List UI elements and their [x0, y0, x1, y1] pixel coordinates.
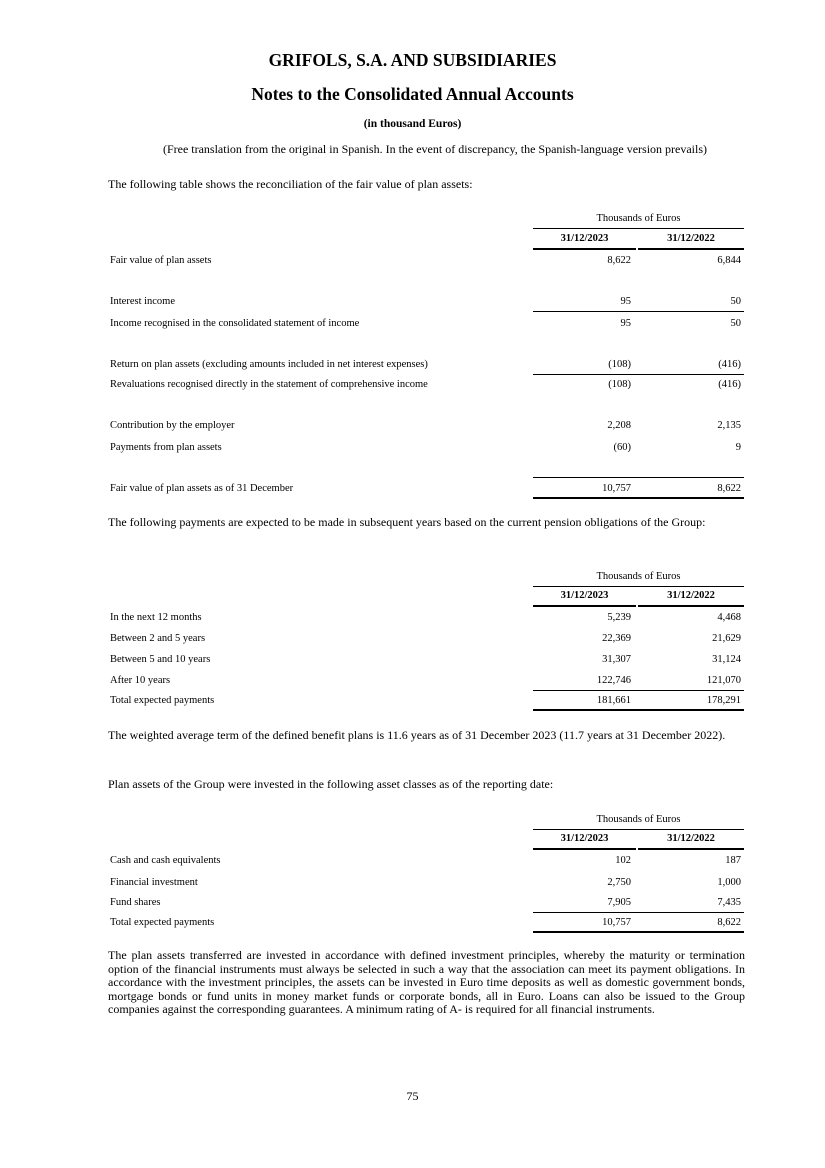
table-cell: 95	[620, 296, 631, 307]
total-rule-bottom	[533, 709, 744, 711]
table2-col-2023: 31/12/2023	[560, 590, 609, 601]
translation-note: (Free translation from the original in Spanish. In the event of discrepancy, the Spanish-language version prevails)	[162, 142, 708, 156]
table-cell: 5,239	[607, 612, 631, 623]
table1-col-2023: 31/12/2023	[560, 233, 609, 244]
investment-principles-paragraph: The plan assets transferred are invested in accordance with defined investment principles, whereby the maturity or termination option of the financial instruments must always be selected in such a way that the association can meet its payment obligations. In accordance with the investment principles, the assets can be invested in Euro time deposits as well as domestic government bonds, mortgage bonds or fund units in money market funds or corporate bonds, all in Euro. Loans can also be issued to the Group companies against the corresponding guarantees. A minimum rating of A- is required for all financial instruments.	[108, 948, 745, 1017]
table-cell: 21,629	[712, 633, 741, 644]
table-cell: 1,000	[717, 877, 741, 888]
table3-col1-rule	[533, 848, 636, 850]
table1-col-2022: 31/12/2022	[667, 233, 715, 244]
table1-col1-rule	[533, 248, 636, 250]
table3-col2-rule	[638, 848, 744, 850]
table-cell: 6,844	[717, 255, 741, 266]
table-cell: 9	[735, 442, 741, 453]
table-cell: (416)	[718, 379, 741, 390]
table-cell: 10,757	[602, 483, 631, 494]
table3-col-2022: 31/12/2022	[667, 833, 715, 844]
document-title: Notes to the Consolidated Annual Accounts	[251, 84, 574, 104]
table-cell: (416)	[718, 359, 741, 370]
table2-col1-rule	[533, 605, 636, 607]
table-cell: 50	[730, 296, 741, 307]
table-row-label: Income recognised in the consolidated statement of income	[110, 318, 360, 329]
table-cell: 2,750	[607, 877, 631, 888]
table3-col-2023: 31/12/2023	[560, 833, 609, 844]
page-number: 75	[406, 1089, 419, 1103]
table-cell: 8,622	[717, 917, 741, 928]
table-row-label: After 10 years	[110, 675, 171, 686]
table-cell: 2,135	[717, 420, 741, 431]
table-cell: 8,622	[607, 255, 631, 266]
subtotal-rule	[533, 311, 744, 312]
table-cell: 95	[620, 318, 631, 329]
intro-paragraph-2: The following payments are expected to be made in subsequent years based on the current pension obligations of the Group:	[108, 515, 706, 529]
table-cell: 181,661	[596, 695, 631, 706]
table1-unit-header: Thousands of Euros	[596, 213, 681, 224]
intro-paragraph-3: Plan assets of the Group were invested in the following asset classes as of the reporting date:	[108, 777, 554, 791]
table-cell: 10,757	[602, 917, 631, 928]
table2-col2-rule	[638, 605, 744, 607]
table-row-label: Return on plan assets (excluding amounts included in net interest expenses)	[110, 359, 428, 370]
table-row-label: Total expected payments	[110, 917, 215, 928]
table3-header-rule	[533, 829, 744, 830]
total-rule-top	[533, 690, 744, 691]
table2-header-rule	[533, 586, 744, 587]
table-row-label: Between 5 and 10 years	[110, 654, 211, 665]
weighted-term-paragraph: The weighted average term of the defined benefit plans is 11.6 years as of 31 December 2023 (11.7 years at 31 December 2022).	[108, 728, 726, 742]
table-cell: 22,369	[602, 633, 631, 644]
table-row-label: Cash and cash equivalents	[110, 855, 221, 866]
table-row-label: Interest income	[110, 296, 176, 307]
table-cell: (60)	[613, 442, 631, 453]
intro-paragraph-1: The following table shows the reconciliation of the fair value of plan assets:	[108, 177, 473, 191]
table-cell: (108)	[608, 379, 631, 390]
total-rule-top	[533, 477, 744, 478]
table1-col2-rule	[638, 248, 744, 250]
table-cell: 122,746	[596, 675, 631, 686]
table-cell: 4,468	[717, 612, 741, 623]
total-rule-bottom	[533, 497, 744, 499]
table-cell: 121,070	[706, 675, 741, 686]
table-row-label: Payments from plan assets	[110, 442, 222, 453]
table-row-label: Fund shares	[110, 897, 161, 908]
table-cell: 7,905	[607, 897, 631, 908]
table-cell: 178,291	[706, 695, 741, 706]
table-row-label: Fair value of plan assets as of 31 December	[110, 483, 294, 494]
subtotal-rule	[533, 374, 744, 375]
company-name: GRIFOLS, S.A. AND SUBSIDIARIES	[268, 50, 557, 70]
total-rule-bottom	[533, 931, 744, 933]
table-cell: 50	[730, 318, 741, 329]
table2-col-2022: 31/12/2022	[667, 590, 715, 601]
total-rule-top	[533, 912, 744, 913]
table-row-label: Contribution by the employer	[110, 420, 235, 431]
table-cell: 8,622	[717, 483, 741, 494]
table-cell: 102	[615, 855, 631, 866]
table-row-label: Between 2 and 5 years	[110, 633, 206, 644]
table-row-label: Financial investment	[110, 877, 198, 888]
table-cell: 31,124	[712, 654, 741, 665]
table-cell: (108)	[608, 359, 631, 370]
table-cell: 187	[725, 855, 741, 866]
table-row-label: Fair value of plan assets	[110, 255, 212, 266]
table-row-label: Total expected payments	[110, 695, 215, 706]
table1-header-rule	[533, 228, 744, 229]
table-row-label: In the next 12 months	[110, 612, 202, 623]
table2-unit-header: Thousands of Euros	[596, 571, 681, 582]
table-row-label: Revaluations recognised directly in the statement of comprehensive income	[110, 379, 428, 390]
table3-unit-header: Thousands of Euros	[596, 814, 681, 825]
table-cell: 2,208	[607, 420, 631, 431]
units-note: (in thousand Euros)	[363, 118, 462, 130]
table-cell: 31,307	[602, 654, 631, 665]
table-cell: 7,435	[717, 897, 741, 908]
